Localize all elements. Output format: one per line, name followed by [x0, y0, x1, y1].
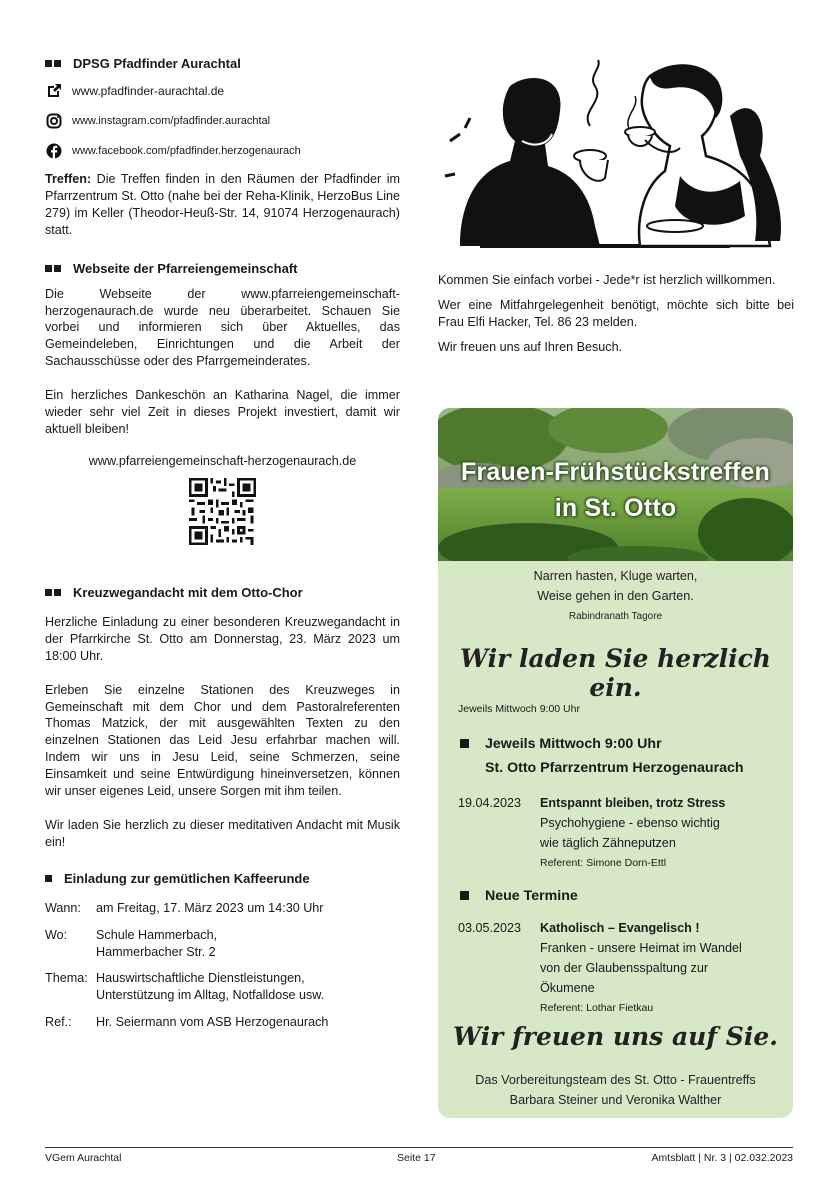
heading-marker-icon: [54, 60, 61, 67]
event-entry-2: 03.05.2023 Katholisch – Evangelisch ! Franken - unsere Heimat im Wandel von der Glaubensspaltung zur Ökumene Referent: Lothar Fietkau: [458, 921, 742, 1014]
welcome-paragraph: Kommen Sie einfach vorbei - Jede*r ist herzlich willkommen.: [438, 273, 776, 287]
link-website[interactable]: www.pfadfinder-aurachtal.de: [45, 81, 400, 101]
flyer-title: Frauen-Frühstückstreffen in St. Otto: [460, 458, 770, 522]
visit-paragraph: Wir freuen uns auf Ihren Besuch.: [438, 339, 623, 354]
website-url[interactable]: www.pfarreiengemeinschaft-herzogenaurach.de: [88, 453, 357, 468]
facebook-icon: [45, 143, 62, 160]
link-instagram[interactable]: www.instagram.com/pfadfinder.aurachtal: [45, 111, 400, 131]
kaffee-row-wann: Wann: am Freitag, 17. März 2023 um 14:30 Uhr: [45, 900, 324, 915]
team-line-1: Das Vorbereitungsteam des St. Otto - Frauentreffs: [475, 1073, 756, 1087]
small-schedule-note: Jeweils Mittwoch 9:00 Uhr: [458, 703, 580, 715]
section-heading-website: Webseite der Pfarreiengemeinschaft: [45, 261, 400, 276]
right-column-text: [438, 272, 794, 356]
kreuzweg-closing-paragraph: Wir laden Sie herzlich zu dieser meditativen Andacht mit Musik ein!: [45, 817, 400, 849]
kaffee-row-thema: Thema: Hauswirtschaftliche Dienstleistungen, Unterstützung im Alltag, Notfalldose usw.: [45, 971, 325, 1003]
bullet-square-icon: [460, 891, 469, 900]
section-heading-pfadfinder: DPSG Pfadfinder Aurachtal: [45, 56, 400, 71]
website-paragraph: Die Webseite der www.pfarreiengemeinschaft-herzogenaurach.de wurde neu überarbeitet. Schauen Sie vorbei und informieren sich über Aktuelles, das Gemeindeleben, Einrichtungen und die Arbeit der Sachausschüsse oder des Pfarrgemeinderates.: [45, 286, 400, 369]
new-dates-heading: Neue Termine: [460, 884, 578, 908]
kreuzweg-invite-paragraph: Herzliche Einladung zu einer besonderen Kreuzwegandacht in der Pfarrkirche St. Otto am Donnerstag, 23. März 2023 um 18:00 Uhr.: [45, 614, 400, 663]
coffee-couple-illustration: [440, 56, 796, 266]
schedule-block: Jeweils Mittwoch 9:00 Uhr St. Otto Pfarrzentrum Herzogenaurach: [460, 732, 744, 780]
kaffee-row-wo: Wo: Schule Hammerbach, Hammerbacher Str. 2: [45, 927, 218, 959]
event-entry-1: 19.04.2023 Entspannt bleiben, trotz Stress Psychohygiene - ebenso wichtig wie täglich Zähneputzen Referent: Simone Dorn-Ettl: [458, 796, 726, 869]
heading-marker-icon: [45, 875, 52, 882]
kreuzweg-details-paragraph: Erleben Sie einzelne Stationen des Kreuzweges in Gemeinschaft mit dem Chor und dem Pastoralreferenten Thomas Matzick, der mit ausgewählten Texten zu den einzelnen Stationen das Leid Jesu erfahrbar machen will. Indem wir uns in Jesu Leid, seine Schmerzen, seine Einsamkeit und seine Entwürdigung hineinversetzen, können wir unser eigenes Leid, unsere Sorgen mit ihm teilen.: [45, 682, 400, 799]
quote-line-2: Weise gehen in den Garten.: [537, 589, 694, 603]
instagram-icon: [45, 113, 62, 130]
heading-marker-icon: [45, 589, 52, 596]
section-heading-kaffee: Einladung zur gemütlichen Kaffeerunde: [45, 871, 400, 886]
link-facebook[interactable]: www.facebook.com/pfadfinder.herzogenaurach: [45, 141, 400, 161]
quote-author: Rabindranath Tagore: [568, 611, 663, 622]
heading-marker-icon: [45, 265, 52, 272]
kaffee-row-ref: Ref.: Hr. Seiermann vom ASB Herzogenaurach: [45, 1015, 329, 1030]
footer-page-number: Seite 17: [397, 1152, 436, 1164]
breakfast-flyer: [438, 408, 793, 1118]
footer-left: VGem Aurachtal: [45, 1152, 122, 1164]
section-heading-kreuzweg: Kreuzwegandacht mit dem Otto-Chor: [45, 585, 400, 600]
closing-script: Wir freuen uns auf Sie.: [453, 1022, 778, 1051]
bullet-square-icon: [460, 739, 469, 748]
kaffee-details: [45, 900, 400, 1031]
invite-script: Wir laden Sie herzlich ein.: [460, 644, 771, 702]
heading-marker-icon: [54, 265, 61, 272]
heading-marker-icon: [54, 589, 61, 596]
quote-line-1: Narren hasten, Kluge warten,: [533, 569, 698, 583]
meeting-paragraph: Treffen: Die Treffen finden in den Räumen der Pfadfinder im Pfarrzentrum St. Otto (nahe bei der Reha-Klinik, HerzoBus Line 279) im Keller (Theodor-Heuß-Str. 14, 91074 Herzogenaurach) statt.: [45, 172, 400, 237]
external-link-icon: [45, 83, 62, 100]
team-line-2: Barbara Steiner und Veronika Walther: [509, 1093, 722, 1107]
ride-paragraph: Wer eine Mitfahrgelegenheit benötigt, möchte sich bitte bei Frau Elfi Hacker, Tel. 86 23 melden.: [438, 297, 794, 329]
footer-right: Amtsblatt | Nr. 3 | 02.032.2023: [651, 1152, 793, 1164]
heading-marker-icon: [45, 60, 52, 67]
footer-divider: [45, 1147, 793, 1148]
qr-code-icon[interactable]: [189, 478, 256, 545]
left-column: [45, 56, 400, 1041]
thanks-paragraph: Ein herzliches Dankeschön an Katharina Nagel, die immer wieder sehr viel Zeit in dieses Projekt investiert, damit wir aktuell bleiben!: [45, 388, 400, 436]
